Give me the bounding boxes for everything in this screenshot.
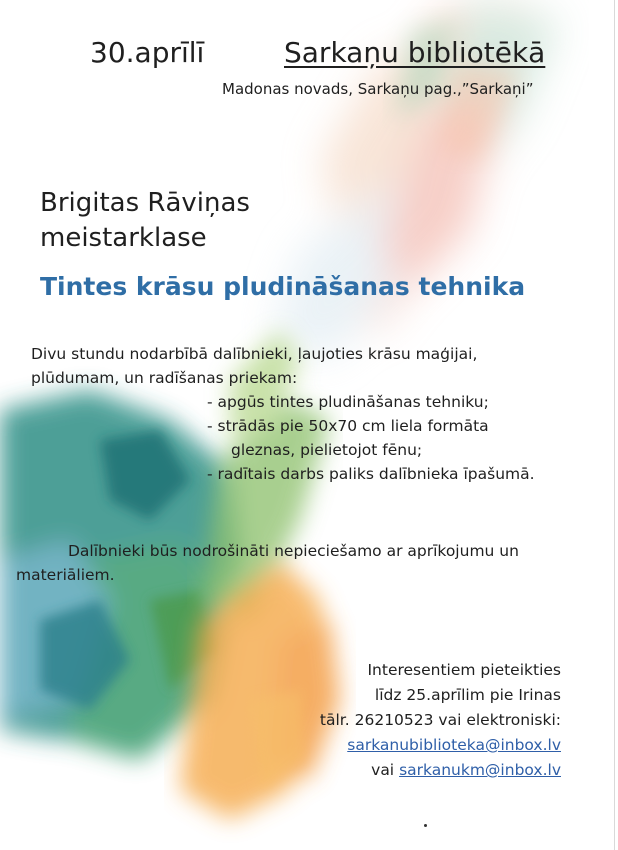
contact-prefix: vai	[371, 761, 395, 779]
description-line: plūdumam, un radīšanas priekam:	[31, 369, 298, 387]
email-link-library[interactable]: sarkanubiblioteka@inbox.lv	[347, 736, 561, 754]
bullet-item: - radītais darbs paliks dalībnieka īpašumā.	[207, 465, 535, 483]
description-bullets	[207, 390, 535, 486]
contact-block	[320, 658, 561, 783]
bullet-item: - strādās pie 50x70 cm liela formāta	[207, 417, 489, 435]
scan-speck	[424, 824, 427, 827]
email-link-culture[interactable]: sarkanukm@inbox.lv	[399, 761, 561, 779]
event-date: 30.aprīlī	[90, 36, 205, 69]
bullet-item: - apgūs tintes pludināšanas tehniku;	[207, 393, 489, 411]
materials-note: Dalībnieki būs nodrošināti nepieciešamo ar aprīkojumu un materiāliem.	[16, 542, 519, 584]
event-title: Tintes krāsu pludināšanas tehnika	[40, 272, 526, 301]
contact-line: Interesentiem pieteikties	[367, 661, 561, 679]
author-name: Brigitas Rāviņas	[40, 188, 250, 218]
description-intro	[31, 342, 477, 390]
contact-line: līdz 25.aprīlim pie Irinas	[374, 686, 561, 704]
event-author	[40, 186, 250, 256]
bullet-item-continued: gleznas, pielietojot fēnu;	[231, 441, 423, 459]
scan-edge-line	[614, 0, 615, 850]
venue-address: Madonas novads, Sarkaņu pag.,”Sarkaņi”	[222, 80, 534, 98]
event-type: meistarklase	[40, 223, 207, 254]
contact-phone: tālr. 26210523 vai elektroniski:	[319, 711, 561, 729]
description-line: Divu stundu nodarbībā dalībnieki, ļaujoties krāsu maģijai,	[31, 345, 478, 363]
event-venue: Sarkaņu bibliotēkā	[284, 36, 546, 69]
